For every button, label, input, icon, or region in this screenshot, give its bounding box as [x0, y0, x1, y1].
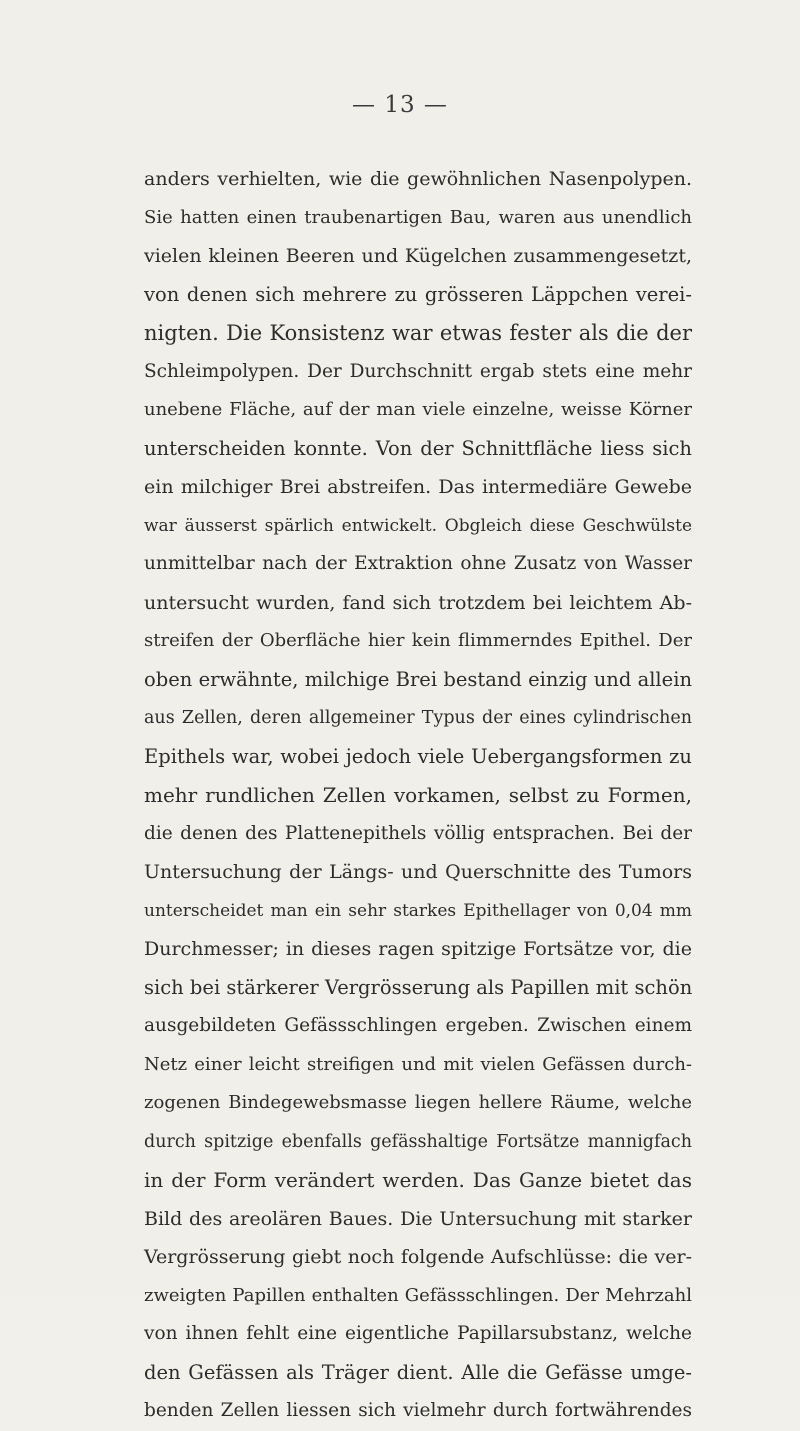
text-line: Schleimpolypen. Der Durchschnitt ergab stets eine mehr	[144, 360, 692, 382]
text-line: oben erwähnte, milchige Brei bestand einzig und allein	[144, 667, 692, 691]
text-line: untersucht wurden, fand sich trotzdem bei leichtem Ab-	[144, 591, 692, 614]
page-number: — 13 —	[352, 92, 448, 118]
text-line: unebene Fläche, auf der man viele einzelne, weisse Körner	[144, 399, 692, 420]
text-line: mehr rundlichen Zellen vorkamen, selbst zu Formen,	[144, 783, 692, 807]
text-line: streifen der Oberfläche hier kein flimmerndes Epithel. Der	[144, 630, 692, 651]
text-line: anders verhielten, wie die gewöhnlichen Nasenpolypen.	[144, 168, 692, 190]
text-line: war äusserst spärlich entwickelt. Obgleich diese Geschwülste	[144, 515, 692, 536]
text-line: unterscheidet man ein sehr starkes Epithellager von 0,04 mm	[144, 900, 692, 921]
text-line: in der Form verändert werden. Das Ganze bietet das	[144, 1168, 692, 1192]
text-line: von denen sich mehrere zu grösseren Läppchen verei-	[144, 282, 692, 306]
text-line: unmittelbar nach der Extraktion ohne Zusatz von Wasser	[144, 553, 692, 574]
text-line: zogenen Bindegewebsmasse liegen hellere Räume, welche	[144, 1092, 692, 1113]
text-line: Sie hatten einen traubenartigen Bau, waren aus unendlich	[144, 206, 692, 228]
text-line: Epithels war, wobei jedoch viele Uebergangsformen zu	[144, 744, 692, 768]
text-line: den Gefässen als Träger dient. Alle die Gefässe umge-	[144, 1360, 692, 1384]
text-line: Netz einer leicht streifigen und mit vielen Gefässen durch-	[144, 1053, 692, 1075]
text-line: sich bei stärkerer Vergrösserung als Papillen mit schön	[144, 975, 693, 999]
body-text	[144, 160, 692, 1431]
text-line: unterscheiden konnte. Von der Schnittfläche liess sich	[144, 436, 692, 460]
text-line: ausgebildeten Gefässschlingen ergeben. Zwischen einem	[144, 1015, 692, 1036]
text-line: Untersuchung der Längs- und Querschnitte des Tumors	[144, 861, 692, 883]
text-line: benden Zellen liessen sich vielmehr durch fortwährendes	[144, 1400, 692, 1421]
text-line: die denen des Plattenepithels völlig entsprachen. Bei der	[144, 822, 692, 844]
text-line: Vergrösserung giebt noch folgende Aufschlüsse: die ver-	[144, 1246, 692, 1268]
text-line: vielen kleinen Beeren und Kügelchen zusammengesetzt,	[144, 245, 692, 267]
text-line: ein milchiger Brei abstreifen. Das intermediäre Gewebe	[144, 476, 692, 498]
text-line: Durchmesser; in dieses ragen spitzige Fortsätze vor, die	[144, 938, 692, 960]
text-line: durch spitzige ebenfalls gefässhaltige Fortsätze mannigfach	[144, 1131, 692, 1152]
text-line: Bild des areolären Baues. Die Untersuchung mit starker	[144, 1207, 692, 1230]
text-line: aus Zellen, deren allgemeiner Typus der eines cylindrischen	[144, 708, 692, 728]
text-line: nigten. Die Konsistenz war etwas fester als die der	[144, 321, 692, 345]
text-line: von ihnen fehlt eine eigentliche Papillarsubstanz, welche	[144, 1323, 692, 1344]
text-line: zweigten Papillen enthalten Gefässschlingen. Der Mehrzahl	[144, 1284, 692, 1306]
